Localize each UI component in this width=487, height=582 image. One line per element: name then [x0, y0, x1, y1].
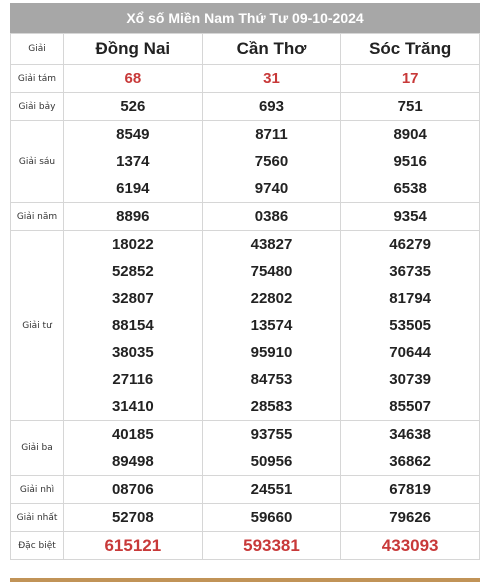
- prize-number: 13574: [250, 317, 293, 334]
- prize-number: 0386: [254, 208, 289, 225]
- prize-number: 593381: [243, 536, 300, 555]
- prize-number: 68: [124, 70, 142, 87]
- prize-label: Giải năm: [11, 203, 64, 231]
- prize-number: 31: [263, 70, 280, 87]
- prize-cell: [64, 532, 203, 560]
- prize-cell: [202, 504, 341, 532]
- prize-number: 9516: [393, 153, 427, 170]
- prize-number: 1374: [116, 153, 150, 170]
- prize-label: Giải ba: [11, 421, 64, 476]
- prize-cell: [202, 421, 341, 476]
- prize-number: 27116: [112, 371, 154, 388]
- prize-cell: [341, 421, 480, 476]
- prize-cell: [64, 231, 203, 421]
- prize-number: 75480: [250, 263, 293, 280]
- prize-number: 433093: [381, 536, 439, 555]
- prize-column-header: Giải: [11, 34, 64, 65]
- prize-number: 526: [120, 98, 146, 115]
- prize-cell: [202, 93, 341, 121]
- prize-number: 85507: [389, 398, 432, 415]
- prize-number: 52852: [111, 263, 154, 280]
- prize-number: 8711: [255, 126, 288, 143]
- prize-label: Đặc biệt: [11, 532, 64, 560]
- table-row: [11, 231, 480, 421]
- prize-cell: [341, 93, 480, 121]
- prize-number: 30739: [389, 371, 432, 388]
- prize-number: 67819: [389, 481, 432, 498]
- prize-number: 36735: [389, 263, 432, 280]
- prize-cell: [64, 65, 203, 93]
- prize-number: 8549: [116, 126, 150, 143]
- prize-number: 93755: [250, 426, 293, 443]
- table-row: [11, 532, 480, 560]
- prize-number: 89498: [111, 453, 154, 470]
- prize-number: 18022: [111, 236, 154, 253]
- province-header: Cần Thơ: [202, 34, 341, 65]
- prize-cell: [202, 203, 341, 231]
- prize-label: Giải nhì: [11, 476, 64, 504]
- prize-number: 7560: [254, 153, 289, 170]
- prize-cell: [341, 121, 480, 203]
- prize-number: 32807: [111, 290, 154, 307]
- prize-cell: [341, 203, 480, 231]
- prize-cell: [341, 65, 480, 93]
- table-header-row: [11, 34, 480, 65]
- prize-number: 81794: [389, 290, 432, 307]
- prize-number: 36862: [389, 453, 432, 470]
- table-row: [11, 203, 480, 231]
- prize-cell: [341, 532, 480, 560]
- prize-cell: [202, 65, 341, 93]
- prize-number: 70644: [389, 344, 432, 361]
- table-row: [11, 93, 480, 121]
- prize-number: 46279: [389, 236, 432, 253]
- prize-cell: [202, 476, 341, 504]
- prize-cell: [64, 121, 203, 203]
- prize-number: 50956: [250, 453, 293, 470]
- prize-label: Giải tám: [11, 65, 64, 93]
- prize-number: 8904: [393, 126, 427, 143]
- province-header: Sóc Trăng: [341, 34, 480, 65]
- prize-number: 95910: [250, 344, 293, 361]
- prize-number: 08706: [111, 481, 154, 498]
- table-row: [11, 121, 480, 203]
- prize-number: 31410: [111, 398, 154, 415]
- prize-number: 79626: [389, 509, 432, 526]
- prize-number: 59660: [250, 509, 293, 526]
- prize-number: 53505: [389, 317, 432, 334]
- prize-number: 9354: [393, 208, 427, 225]
- prize-cell: [64, 504, 203, 532]
- prize-number: 40185: [111, 426, 154, 443]
- prize-number: 84753: [250, 371, 293, 388]
- prize-number: 615121: [104, 536, 162, 555]
- prize-number: 52708: [111, 509, 154, 526]
- prize-number: 38035: [111, 344, 154, 361]
- table-row: [11, 504, 480, 532]
- prize-number: 34638: [389, 426, 432, 443]
- prize-number: 24551: [250, 481, 293, 498]
- prize-number: 8896: [116, 208, 150, 225]
- prize-number: 17: [401, 70, 419, 87]
- prize-label: Giải tư: [11, 231, 64, 421]
- table-row: [11, 421, 480, 476]
- prize-cell: [341, 231, 480, 421]
- prize-cell: [64, 93, 203, 121]
- prize-rows: [11, 65, 480, 560]
- prize-label: Giải bảy: [11, 93, 64, 121]
- prize-number: 693: [258, 98, 284, 115]
- prize-label: Giải nhất: [11, 504, 64, 532]
- prize-number: 22802: [250, 290, 293, 307]
- results-table: [10, 33, 480, 560]
- prize-cell: [64, 476, 203, 504]
- prize-cell: [341, 504, 480, 532]
- table-row: [11, 65, 480, 93]
- prize-cell: [64, 421, 203, 476]
- table-row: [11, 476, 480, 504]
- prize-cell: [202, 231, 341, 421]
- prize-number: 9740: [254, 180, 289, 197]
- prize-number: 751: [397, 98, 423, 115]
- bottom-divider: [10, 578, 480, 582]
- prize-number: 88154: [111, 317, 154, 334]
- province-header: Đồng Nai: [64, 34, 203, 65]
- prize-number: 28583: [250, 398, 293, 415]
- prize-label: Giải sáu: [11, 121, 64, 203]
- prize-cell: [64, 203, 203, 231]
- prize-number: 6194: [116, 180, 150, 197]
- prize-number: 43827: [250, 236, 293, 253]
- prize-cell: [202, 532, 341, 560]
- prize-number: 6538: [393, 180, 427, 197]
- results-panel: [10, 3, 480, 560]
- page-title: Xổ số Miền Nam Thứ Tư 09-10-2024: [10, 3, 480, 33]
- prize-cell: [202, 121, 341, 203]
- prize-cell: [341, 476, 480, 504]
